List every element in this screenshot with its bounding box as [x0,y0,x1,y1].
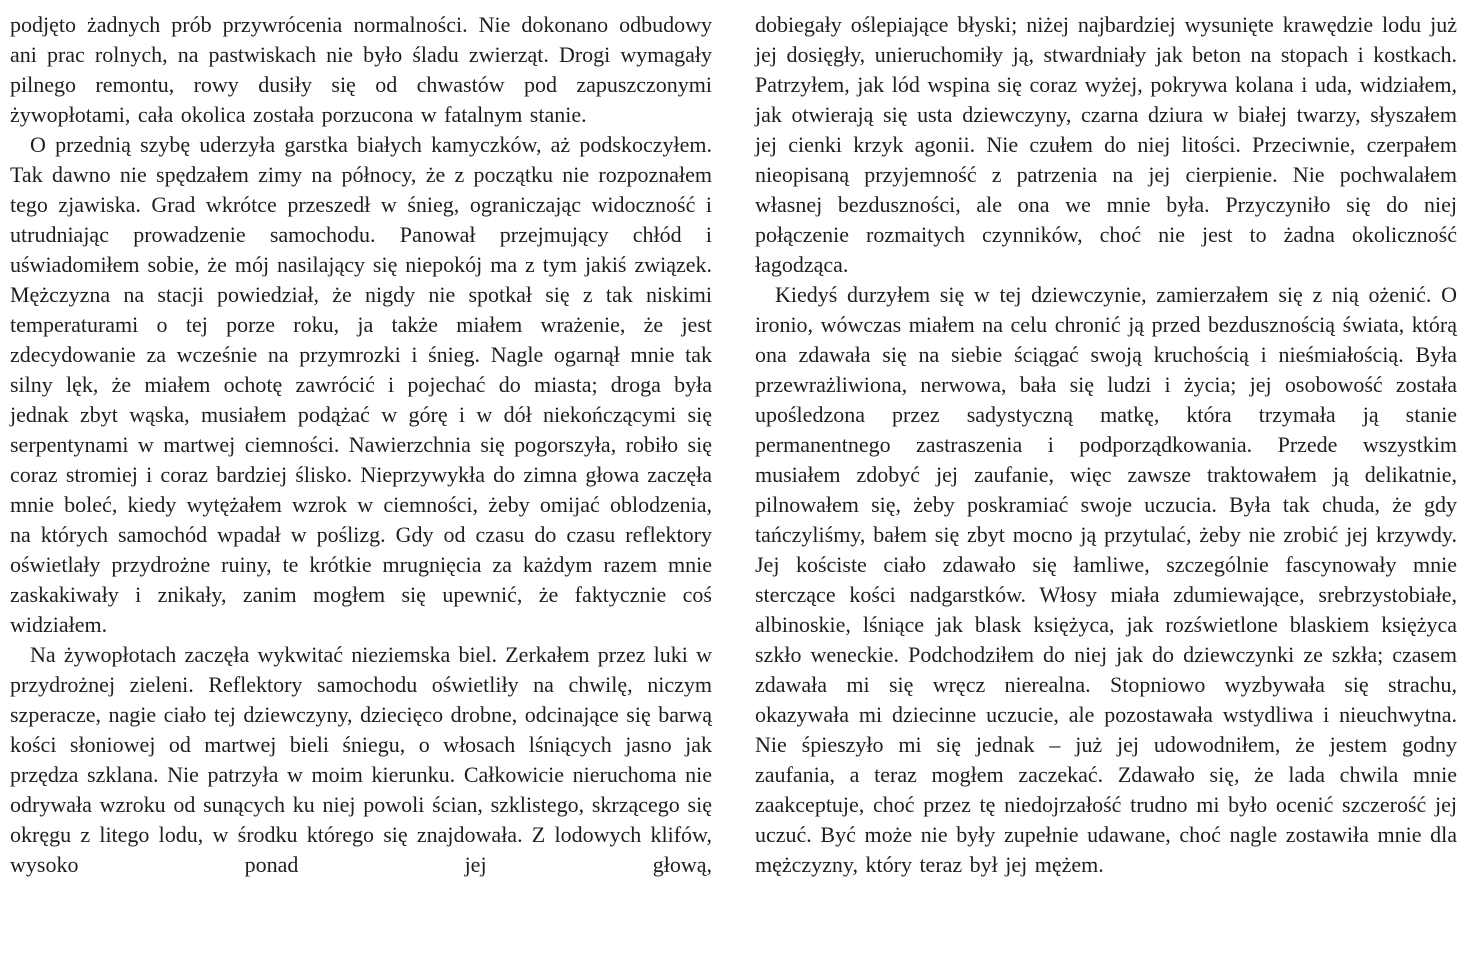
paragraph-continuation: podjęto żadnych prób przywrócenia normalności. Nie dokonano odbudowy ani prac rolnych, na pastwiskach nie było śladu zwierząt. Drogi wymagały pilnego remontu, rowy dusiły się od chwastów pod zapuszczonymi żywopłotami, cała okolica została porzucona w fatalnym stanie. [10,12,712,127]
paragraph: Na żywopłotach zaczęła wykwitać nieziemska biel. Zerkałem przez luki w przydrożnej zieleni. Reflektory samochodu oświetliły na chwilę, niczym szperacze, nagie ciało tej dziewczyny, dziecięco drobne, odcinające się barwą kości słoniowej od martwej bieli śniegu, o włosach lśniących jasno jak przędza szklana. Nie patrzyła w moim kierunku. Całkowicie nieruchoma nie odrywała wzroku od sunących ku niej powoli ścian, szklistego, skrzącego się okręgu z litego lodu, w środku którego się znajdowała. Z lodowych klifów, wysoko ponad jej głową, [10,642,712,877]
paragraph: O przednią szybę uderzyła garstka białych kamyczków, aż podskoczyłem. Tak dawno nie spędzałem zimy na północy, że z początku nie rozpoznałem tego zjawiska. Grad wkrótce przeszedł w śnieg, ograniczając widoczność i utrudniając prowadzenie samochodu. Panował przejmujący chłód i uświadomiłem sobie, że mój nasilający się niepokój ma z tym jakiś związek. Mężczyzna na stacji powiedział, że nigdy nie spotkał się z tak niskimi temperaturami o tej porze roku, ja także miałem wrażenie, że jest zdecydowanie za wcześnie na przymrozki i śnieg. Nagle ogarnął mnie tak silny lęk, że miałem ochotę zawrócić i pojechać do miasta; droga była jednak zbyt wąska, musiałem podążać w górę i w dół niekończącymi się serpentynami w martwej ciemności. Nawierzchnia się pogorszyła, robiło się coraz stromiej i coraz bardziej ślisko. Nieprzywykła do zimna głowa zaczęła mnie boleć, kiedy wytężałem wzrok w ciemności, żeby omijać oblodzenia, na których samochód wpadał w poślizg. Gdy od czasu do czasu reflektory oświetlały przydrożne ruiny, te krótkie mrugnięcia za każdym razem mnie zaskakiwały i znikały, zanim mogłem się upewnić, że faktycznie coś widziałem. [10,132,712,637]
paragraph: Kiedyś durzyłem się w tej dziewczynie, zamierzałem się z nią ożenić. O ironio, wówczas miałem na celu chronić ją przed bezdusznością świata, którą ona zdawała się na siebie ściągać swoją kruchością i nieśmiałością. Była przewrażliwiona, nerwowa, bała się ludzi i życia; jej osobowość została upośledzona przez sadystyczną matkę, która trzymała ją stanie permanentnego zastraszenia i podporządkowania. Przede wszystkim musiałem zdobyć jej zaufanie, więc zawsze traktowałem ją delikatnie, pilnowałem się, żeby poskramiać swoje uczucia. Była tak chuda, że gdy tańczyliśmy, bałem się zbyt mocno ją przytulać, żeby nie zrobić jej krzywdy. Jej kościste ciało zdawało się łamliwe, szczególnie fascynowały mnie sterczące kości nadgarstków. Włosy miała zdumiewające, srebrzystobiałe, albinoskie, lśniące jak blask księżyca, jak rozświetlone blaskiem księżyca szkło weneckie. Podchodziłem do niej jak do dziewczynki ze szkła; czasem zdawała mi się wręcz nierealna. Stopniowo wyzbywała się strachu, okazywała mi dziecinne uczucie, ale pozostawała wstydliwa i nieuchwytna. Nie śpieszyło mi się jednak – już jej udowodniłem, że jestem godny zaufania, a teraz mogłem zaczekać. Zdawało się, że lada chwila mnie zaakceptuje, choć przez tę niedojrzałość trudno mi było ocenić szczerość jej uczuć. Być może nie były zupełnie udawane, choć nagle zostawiła mnie dla mężczyzny, który teraz był jej mężem. [755,282,1457,877]
text-column-left [10,10,712,965]
text-column-right [755,10,1457,965]
paragraph-continuation: dobiegały oślepiające błyski; niżej najbardziej wysunięte krawędzie lodu już jej dosięgły, unieruchomiły ją, stwardniały jak beton na stopach i kostkach. Patrzyłem, jak lód wspina się coraz wyżej, pokrywa kolana i uda, widziałem, jak otwierają się usta dziewczyny, czarna dziura w białej twarzy, słyszałem jej cienki krzyk agonii. Nie czułem do niej litości. Przeciwnie, czerpałem nieopisaną przyjemność z patrzenia na jej cierpienie. Nie pochwalałem własnej bezduszności, ale ona we mnie była. Przyczyniło się do niej połączenie rozmaitych czynników, choć nie jest to żadna okoliczność łagodząca. [755,12,1457,277]
